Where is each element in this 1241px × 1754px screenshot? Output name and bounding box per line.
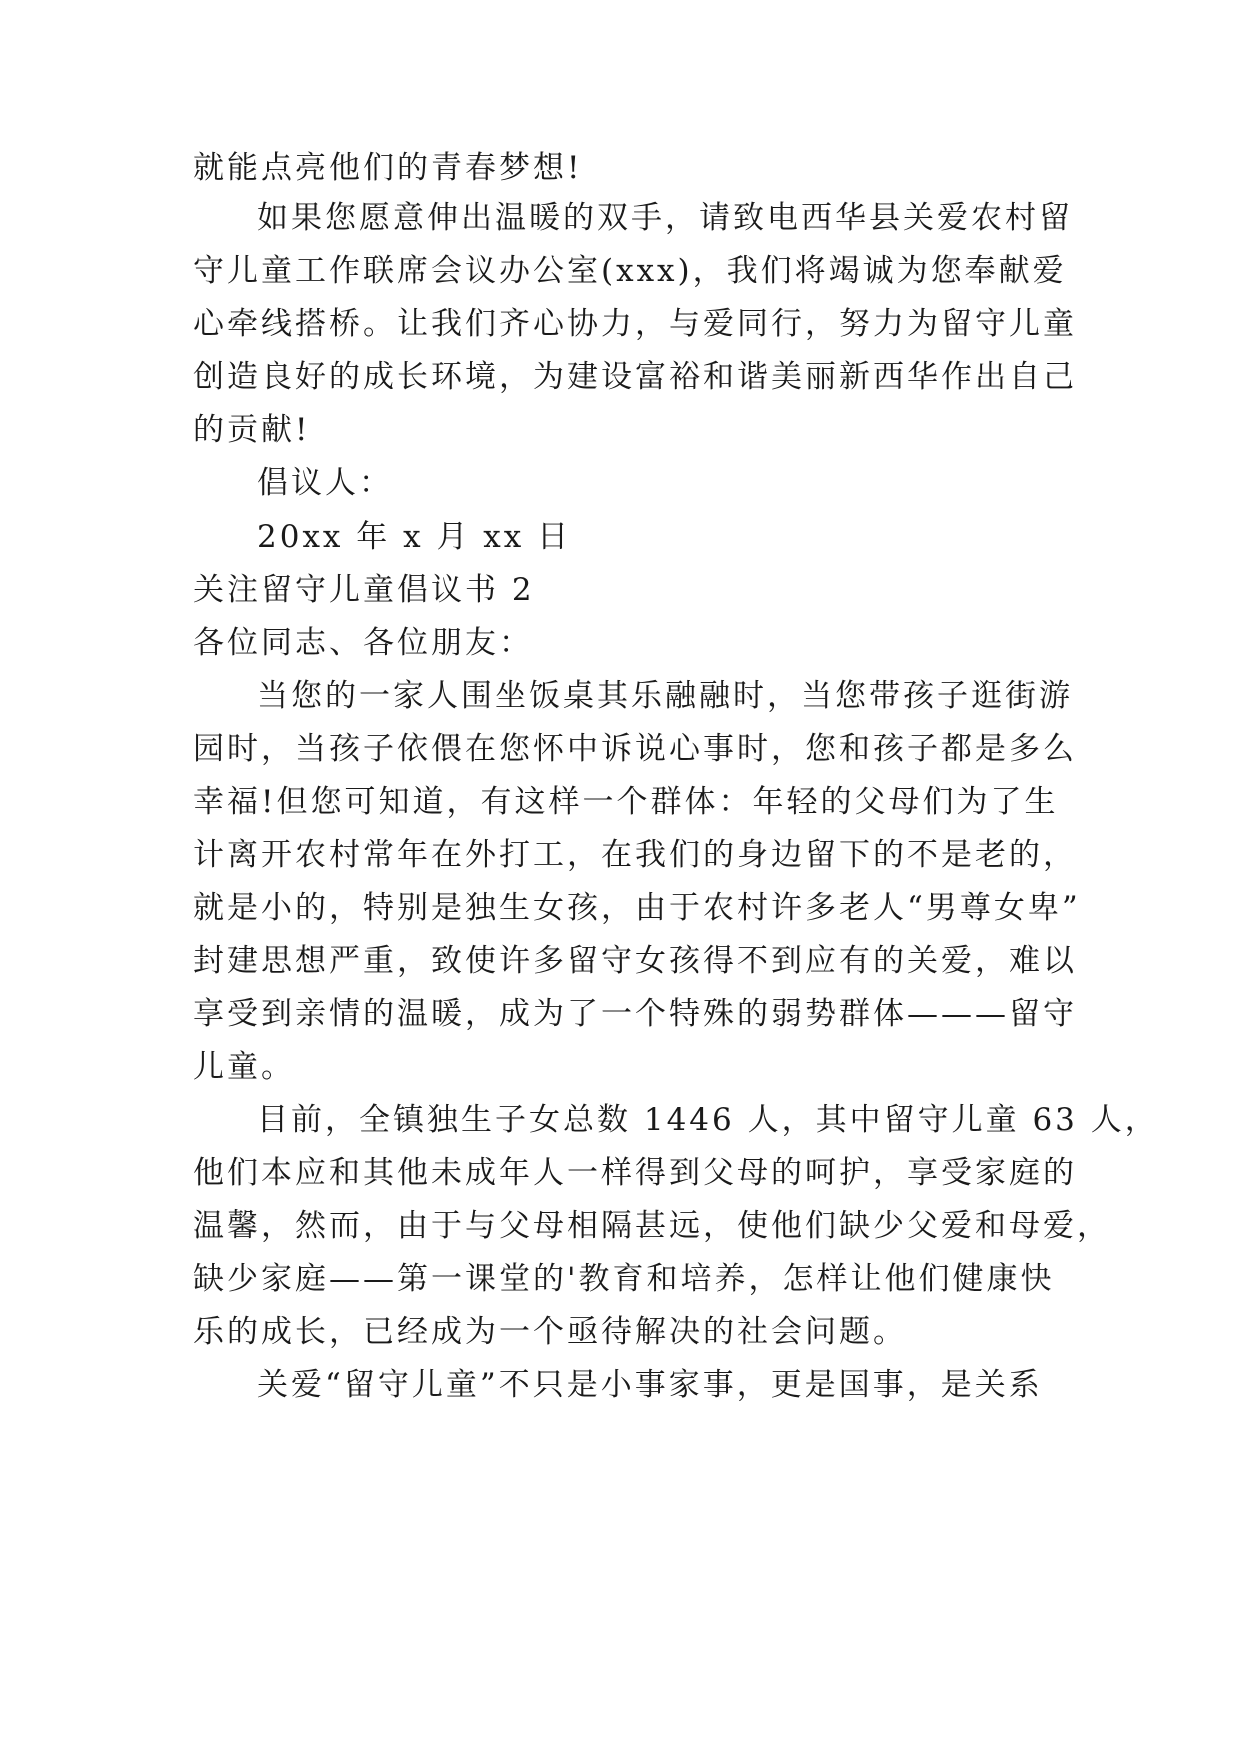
text-line: 享受到亲情的温暖，成为了一个特殊的弱势群体———留守 bbox=[193, 996, 1077, 1032]
text-line: 当您的一家人围坐饭桌其乐融融时，当您带孩子逛街游 bbox=[257, 678, 1073, 714]
text-line: 儿童。 bbox=[193, 1049, 295, 1085]
text-line: 关注留守儿童倡议书 2 bbox=[193, 572, 535, 608]
text-line: 封建思想严重，致使许多留守女孩得不到应有的关爱，难以 bbox=[193, 943, 1077, 979]
text-line: 缺少家庭——第一课堂的'教育和培养，怎样让他们健康快 bbox=[193, 1261, 1055, 1297]
text-line: 目前，全镇独生子女总数 1446 人，其中留守儿童 63 人， bbox=[257, 1102, 1159, 1138]
text-line: 创造良好的成长环境，为建设富裕和谐美丽新西华作出自己 bbox=[193, 359, 1077, 395]
text-line: 的贡献! bbox=[193, 412, 311, 448]
text-line: 园时，当孩子依偎在您怀中诉说心事时，您和孩子都是多么 bbox=[193, 731, 1077, 767]
text-line: 计离开农村常年在外打工，在我们的身边留下的不是老的， bbox=[193, 837, 1077, 873]
text-line: 乐的成长，已经成为一个亟待解决的社会问题。 bbox=[193, 1314, 907, 1350]
text-line: 守儿童工作联席会议办公室(xxx)，我们将竭诚为您奉献爱 bbox=[193, 253, 1067, 289]
text-line: 他们本应和其他未成年人一样得到父母的呵护，享受家庭的 bbox=[193, 1155, 1077, 1191]
text-line: 倡议人： bbox=[257, 465, 393, 501]
text-line: 各位同志、各位朋友： bbox=[193, 625, 533, 661]
text-line: 温馨，然而，由于与父母相隔甚远，使他们缺少父爱和母爱， bbox=[193, 1208, 1111, 1244]
text-line: 就是小的，特别是独生女孩，由于农村许多老人“男尊女卑” bbox=[193, 890, 1081, 926]
text-line: 幸福!但您可知道，有这样一个群体：年轻的父母们为了生 bbox=[193, 784, 1059, 820]
text-line: 心牵线搭桥。让我们齐心协力，与爱同行，努力为留守儿童 bbox=[193, 306, 1077, 342]
text-line: 就能点亮他们的青春梦想! bbox=[193, 150, 583, 186]
text-line: 关爱“留守儿童”不只是小事家事，更是国事，是关系 bbox=[257, 1367, 1043, 1403]
text-line: 20xx 年 x 月 xx 日 bbox=[257, 519, 572, 555]
text-line: 如果您愿意伸出温暖的双手，请致电西华县关爱农村留 bbox=[257, 200, 1073, 236]
